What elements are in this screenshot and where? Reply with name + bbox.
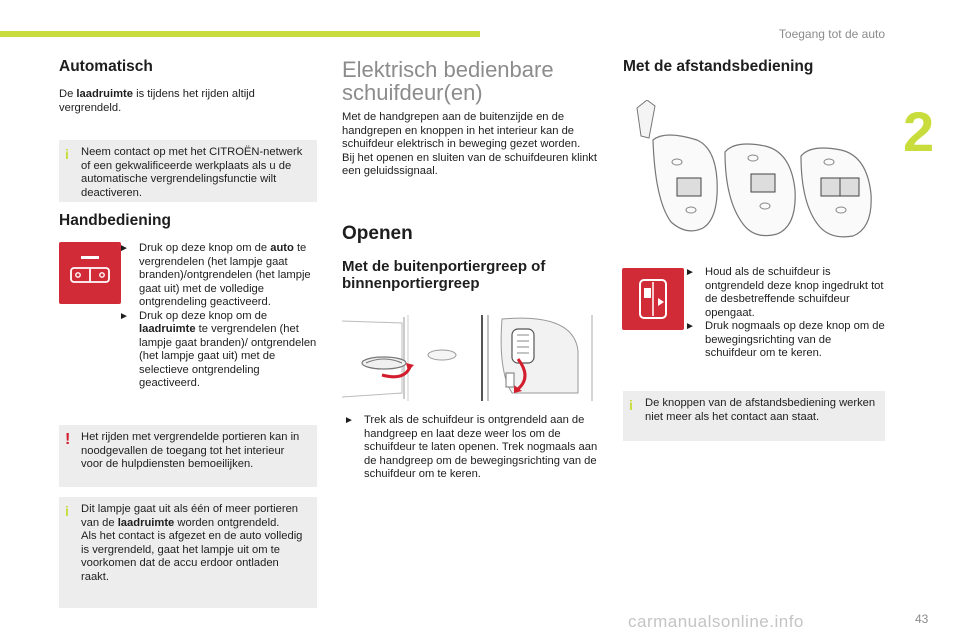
warning-note-text: Het rijden met vergrendelde portieren kan in noodgevallen de toegang tot het interieur voor de hulpdiensten bemoeilijken. xyxy=(81,431,300,470)
page-title: Elektrisch bedienbare schuifdeur(en) xyxy=(342,57,554,105)
afstandsbediening-bullet-list xyxy=(683,266,885,361)
list-item: ► Trek als de schuifdeur is ontgrendeld aan de handgreep en laat deze weer los om de schuifdeur te laten openen. Trek nogmaals aan de handgreep om de bewegingsrichting van de schuifdeur om te keren. xyxy=(344,414,598,480)
section-title-afstandsbediening: Met de afstandsbediening xyxy=(623,58,814,75)
rear-door-lock-icon xyxy=(59,242,121,304)
automatisch-text: De laadruimte is tijdens het rijden altijd vergrendeld. xyxy=(59,88,255,114)
bullet-arrow-icon: ► xyxy=(119,310,129,322)
watermark: carmanualsonline.info xyxy=(628,612,804,631)
info-icon: i xyxy=(65,503,69,519)
warning-icon: ! xyxy=(65,431,71,448)
header-accent-bar xyxy=(0,31,480,37)
remote-keys-illustration xyxy=(625,100,885,240)
info-note-remote xyxy=(623,391,885,441)
warning-note xyxy=(59,425,317,487)
chapter-header-title: Toegang tot de auto xyxy=(778,27,885,41)
info-icon: i xyxy=(65,146,69,162)
info-note-lamp: i Dit lampje gaat uit als één of meer portieren van de laadruimte worden ontgrendeld. Als het contact is afgezet en de auto volledig is vergrendeld, gaat het lampje uit om te voorkomen dat de accu erdoor ontladen raakt. xyxy=(59,497,317,608)
bullet-arrow-icon: ► xyxy=(119,243,129,254)
bullet-arrow-icon: ► xyxy=(344,415,354,426)
door-handle-illustration xyxy=(342,311,600,401)
sliding-door-icon xyxy=(622,268,684,330)
openen-bullet-list xyxy=(342,414,600,482)
section-title-openen: Openen xyxy=(342,223,413,244)
list-item: ► Druk op deze knop om de laadruimte te vergrendelen (het lampje gaat branden)/ ontgrendelen (het lampje gaat uit) met de selectieve ontgrendeling geactiveerd. xyxy=(119,309,317,389)
info-note-deactivate xyxy=(59,140,317,202)
list-item: ► Druk op deze knop om de auto te vergrendelen (het lampje gaat branden)/ontgrendelen (het lampje gaat uit) met de volledige ontgrendeling geactiveerd. xyxy=(119,242,311,308)
schuifdeur-intro: Met de handgrepen aan de buitenzijde en de handgrepen en knoppen in het interieur kan de schuifdeur elektrisch in beweging gezet worden. Bij het openen en sluiten van de schuifdeuren klinkt een geluidssignaal. xyxy=(342,111,597,177)
section-title-automatisch: Automatisch xyxy=(59,58,153,75)
bullet-arrow-icon: ► xyxy=(685,321,695,332)
bullet-arrow-icon: ► xyxy=(685,267,695,278)
page-number: 43 xyxy=(915,612,929,626)
chapter-number: 2 xyxy=(903,100,935,163)
info-note-text: De knoppen van de afstandsbediening werken niet meer als het contact aan staat. xyxy=(645,397,876,423)
handbediening-bullet-list xyxy=(117,242,317,391)
info-icon: i xyxy=(629,397,633,413)
subsection-title-portiergreep: Met de buitenportiergreep of binnenportiergreep xyxy=(342,258,546,292)
section-title-handbediening: Handbediening xyxy=(59,212,171,229)
list-item: ► Druk nogmaals op deze knop om de bewegingsrichting van de schuifdeur om te keren. xyxy=(685,320,885,359)
info-note-text: Neem contact op met het CITROËN-netwerk of een gekwalificeerde werkplaats als u de automatische vergrendelingsfunctie wilt deactiveren. xyxy=(81,146,303,199)
list-item: ► Houd als de schuifdeur is ontgrendeld deze knop ingedrukt tot de desbetreffende schuifdeur opengaat. xyxy=(685,266,884,319)
